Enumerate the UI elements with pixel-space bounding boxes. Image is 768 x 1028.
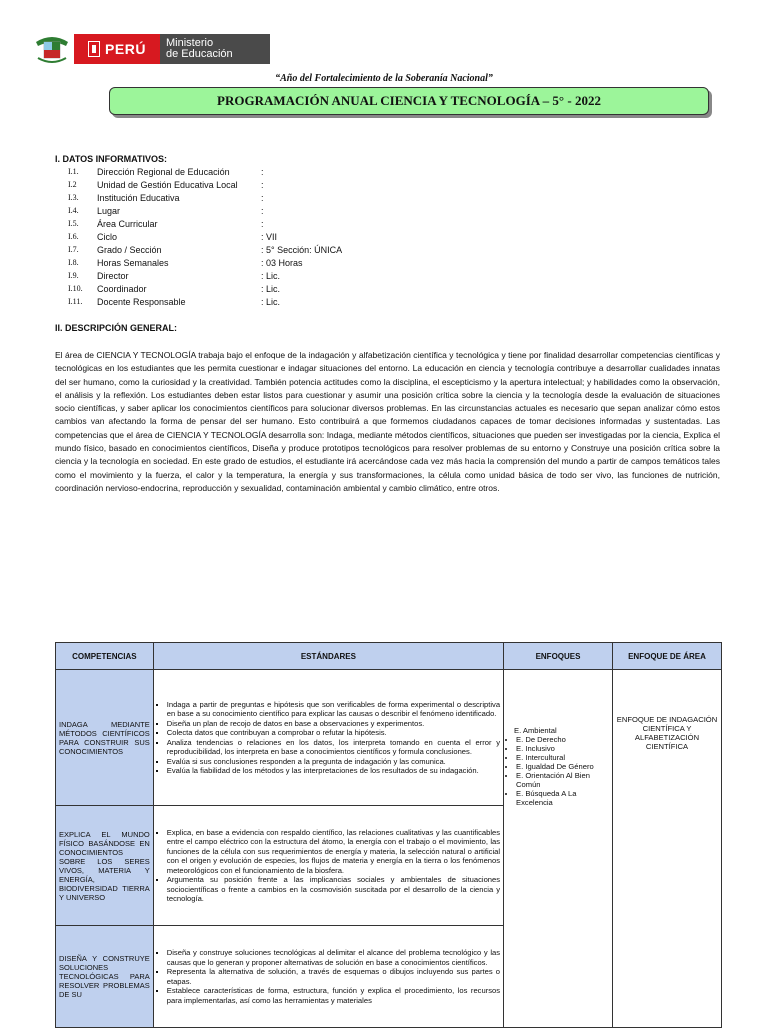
estandares-cell bbox=[153, 926, 503, 1028]
estandar-item: ▪ Evalúa si sus conclusiones responden a la pregunta de indagación y las comunica. bbox=[167, 757, 500, 767]
info-value: : bbox=[261, 180, 264, 190]
info-row bbox=[68, 245, 468, 258]
info-row bbox=[68, 193, 468, 206]
info-value: : bbox=[261, 219, 264, 229]
enfoque-item: • E. Inclusivo bbox=[516, 744, 609, 753]
info-value: : bbox=[261, 193, 264, 203]
info-value: : 03 Horas bbox=[261, 258, 303, 268]
enfoque-item: • E. Igualdad De Género bbox=[516, 762, 609, 771]
year-slogan: “Año del Fortalecimiento de la Soberanía Nacional” bbox=[275, 73, 493, 84]
info-value: : bbox=[261, 167, 264, 177]
peru-emblem-icon bbox=[88, 41, 100, 57]
header-enfoque-area: ENFOQUE DE ÁREA bbox=[613, 643, 722, 670]
info-label: Institución Educativa bbox=[97, 193, 180, 203]
info-value: : bbox=[261, 206, 264, 216]
competencies-table bbox=[55, 642, 722, 1028]
info-number: I.5. bbox=[68, 219, 79, 228]
header-enfoques: ENFOQUES bbox=[504, 643, 613, 670]
table-row bbox=[56, 670, 722, 806]
estandar-item: ▪ Establece características de forma, estructura, función y explica el procedimiento, los recursos para implementarlas, así como las herramientas y materiales bbox=[167, 986, 500, 1005]
info-label: Horas Semanales bbox=[97, 258, 169, 268]
general-description: El área de CIENCIA Y TECNOLOGÍA trabaja bajo el enfoque de la indagación y alfabetización científica y tecnológica y tiene por finalidad desarrollar competencias científicas y tecnológicas en los estudiantes que les permita cuestionar e indagar situaciones del entorno. La educación en ciencia y tecnología contribuye a desarrollar cualidades innatas del ser humano, como la curiosidad y la creatividad. También potencia actitudes como la disciplina, el escepticismo y la apertura intelectual; y habilidades como la observación, el análisis y la reflexión. Los estudiantes deben estar listos para cuestionar y asumir una posición crítica sobre la ciencia y la tecnología desde la evaluación de situaciones socio científicas, y saber aplicar los conocimientos científicos para solucionar diversos problemas. En las circunstancias actuales es necesario que sepan analizar cómo estos cambios van afectando la forma de pensar del ser humano. Esto contribuirá a que formemos ciudadanos capaces de tomar decisiones informadas y sustentadas. Las competencias que el área de CIENCIA Y TECNOLOGÍA desarrolla son: Indaga, mediante métodos científicos, situaciones que pueden ser investigadas por la ciencia, Explica el mundo físico, basado en conocimientos científicos, Diseña y produce prototipos tecnológicos para resolver problemas de su entorno y Construye una posición crítica sobre la ciencia y la tecnología en sociedad. En este grado de estudios, el estudiante irá acercándose cada vez más hacia la comprensión del mundo a partir de campos temáticos tales como el movimiento y la fuerza, el calor y la temperatura, la energía y sus transformaciones, la célula como unidad básica de todo ser vivo, las funciones de nutrición, coordinación nervioso-endocrina, reproducción y sexualidad, contaminación ambiental y cambio climático, entre otros. bbox=[55, 350, 720, 493]
estandar-item: ▪ Evalúa la fiabilidad de los métodos y las interpretaciones de los resultados de su indagación. bbox=[167, 766, 500, 776]
estandar-item: ▪ Indaga a partir de preguntas e hipótesis que son verificables de forma experimental o descriptiva en base a su conocimiento científico para explicar las causas o describir el fenómeno identificado. bbox=[167, 700, 500, 719]
info-value: : Lic. bbox=[261, 297, 281, 307]
info-number: I.10. bbox=[68, 284, 83, 293]
peru-brand-text: PERÚ bbox=[105, 41, 146, 57]
section-2-heading: II. DESCRIPCIÓN GENERAL: bbox=[55, 323, 178, 333]
info-row bbox=[68, 232, 468, 245]
ministry-name bbox=[160, 34, 270, 64]
header-competencias: COMPETENCIAS bbox=[56, 643, 154, 670]
info-row bbox=[68, 258, 468, 271]
info-row bbox=[68, 180, 468, 193]
info-label: Unidad de Gestión Educativa Local bbox=[97, 180, 238, 190]
estandares-cell bbox=[153, 670, 503, 806]
estandar-item: ▪ Diseña un plan de recojo de datos en base a observaciones y experimentos. bbox=[167, 719, 500, 729]
estandar-item: ▪ Explica, en base a evidencia con respaldo científico, las relaciones cualitativas y las cuantificables entre el campo eléctrico con la estructura del átomo, la energía con el trabajo o el movimiento, las funciones de la célula con sus requerimientos de energía y materia, la selección natural o artificial con el origen y evolución de especies, los flujos de materia y energía en la tierra o los fenómenos meteorológicos con el funcionamiento de la biosfera. bbox=[167, 828, 500, 876]
info-number: I.7. bbox=[68, 245, 79, 254]
ministry-line-1: Ministerio bbox=[166, 37, 214, 49]
info-label: Dirección Regional de Educación bbox=[97, 167, 230, 177]
info-value: : VII bbox=[261, 232, 278, 242]
document-title-text: PROGRAMACIÓN ANUAL CIENCIA Y TECNOLOGÍA – 5° - 2022 bbox=[217, 93, 601, 108]
info-label: Director bbox=[97, 271, 129, 281]
info-row bbox=[68, 219, 468, 232]
ministry-line-2: de Educación bbox=[166, 48, 233, 60]
competencia-cell: DISEÑA Y CONSTRUYE SOLUCIONES TECNOLÓGICAS PARA RESOLVER PROBLEMAS DE SU bbox=[56, 926, 154, 1028]
table-header-row bbox=[56, 643, 722, 670]
enfoque-item: • E. De Derecho bbox=[516, 735, 609, 744]
enfoque-item: • E. Búsqueda A La Excelencia bbox=[516, 789, 609, 807]
section-1-heading: I. DATOS INFORMATIVOS: bbox=[55, 154, 167, 164]
info-number: I.2 bbox=[68, 180, 77, 189]
info-number: I.1. bbox=[68, 167, 79, 176]
info-number: I.6. bbox=[68, 232, 79, 241]
enfoque-item: • E. Orientación Al Bien Común bbox=[516, 771, 609, 789]
header-estandares: ESTÁNDARES bbox=[153, 643, 503, 670]
info-list bbox=[68, 167, 468, 310]
info-value: : 5° Sección: ÚNICA bbox=[261, 245, 343, 255]
info-label: Docente Responsable bbox=[97, 297, 186, 307]
enfoques-cell bbox=[504, 670, 613, 1028]
info-number: I.11. bbox=[68, 297, 83, 306]
info-row bbox=[68, 284, 468, 297]
info-value: : Lic. bbox=[261, 284, 281, 294]
competencia-cell: INDAGA MEDIANTE MÉTODOS CIENTÍFICOS PARA CONSTRUIR SUS CONOCIMIENTOS bbox=[56, 670, 154, 806]
info-label: Coordinador bbox=[97, 284, 147, 294]
minedu-logo bbox=[30, 34, 240, 64]
info-value: : Lic. bbox=[261, 271, 281, 281]
info-label: Grado / Sección bbox=[97, 245, 162, 255]
document-title bbox=[109, 87, 709, 115]
estandares-cell bbox=[153, 806, 503, 926]
info-number: I.8. bbox=[68, 258, 79, 267]
estandar-item: ▪ Colecta datos que contribuyan a comprobar o refutar la hipótesis. bbox=[167, 728, 500, 738]
info-label: Lugar bbox=[97, 206, 121, 216]
info-number: I.4. bbox=[68, 206, 79, 215]
estandar-item: ▪ Argumenta su posición frente a las implicancias sociales y ambientales de situaciones sociocientíficas o frente a cambios en la cosmovisión suscitada por el desarrollo de la ciencia y tecnología. bbox=[167, 875, 500, 904]
info-number: I.3. bbox=[68, 193, 79, 202]
enfoque-item: • E. Intercultural bbox=[516, 753, 609, 762]
competencia-cell: EXPLICA EL MUNDO FÍSICO BASÁNDOSE EN CONOCIMIENTOS SOBRE LOS SERES VIVOS, MATERIA Y ENERGÍA, BIODIVERSIDAD TIERRA Y UNIVERSO bbox=[56, 806, 154, 926]
info-label: Área Curricular bbox=[97, 219, 158, 229]
info-number: I.9. bbox=[68, 271, 79, 280]
enfoque-area-cell: ENFOQUE DE INDAGACIÓN CIENTÍFICA Y ALFABETIZACIÓN CIENTÍFICA bbox=[613, 670, 722, 1028]
estandar-item: ▪ Diseña y construye soluciones tecnológicas al delimitar el alcance del problema tecnológico y las causas que lo generan y proponer alternativas de solución en base a conocimientos científicos. bbox=[167, 948, 500, 967]
info-label: Ciclo bbox=[97, 232, 118, 242]
estandar-item: ▪ Representa la alternativa de solución, a través de esquemas o dibujos incluyendo sus partes o etapas. bbox=[167, 967, 500, 986]
info-row bbox=[68, 271, 468, 284]
info-row bbox=[68, 297, 468, 310]
peru-brand bbox=[74, 34, 160, 64]
coat-of-arms-icon bbox=[30, 34, 74, 64]
info-row bbox=[68, 167, 468, 180]
estandar-item: ▪ Analiza tendencias o relaciones en los datos, los interpreta tomando en cuenta el error y reproducibilidad, los interpreta en base a conocimientos científicos y formula conclusiones. bbox=[167, 738, 500, 757]
enfoque-item: E. Ambiental bbox=[514, 726, 557, 735]
info-row bbox=[68, 206, 468, 219]
